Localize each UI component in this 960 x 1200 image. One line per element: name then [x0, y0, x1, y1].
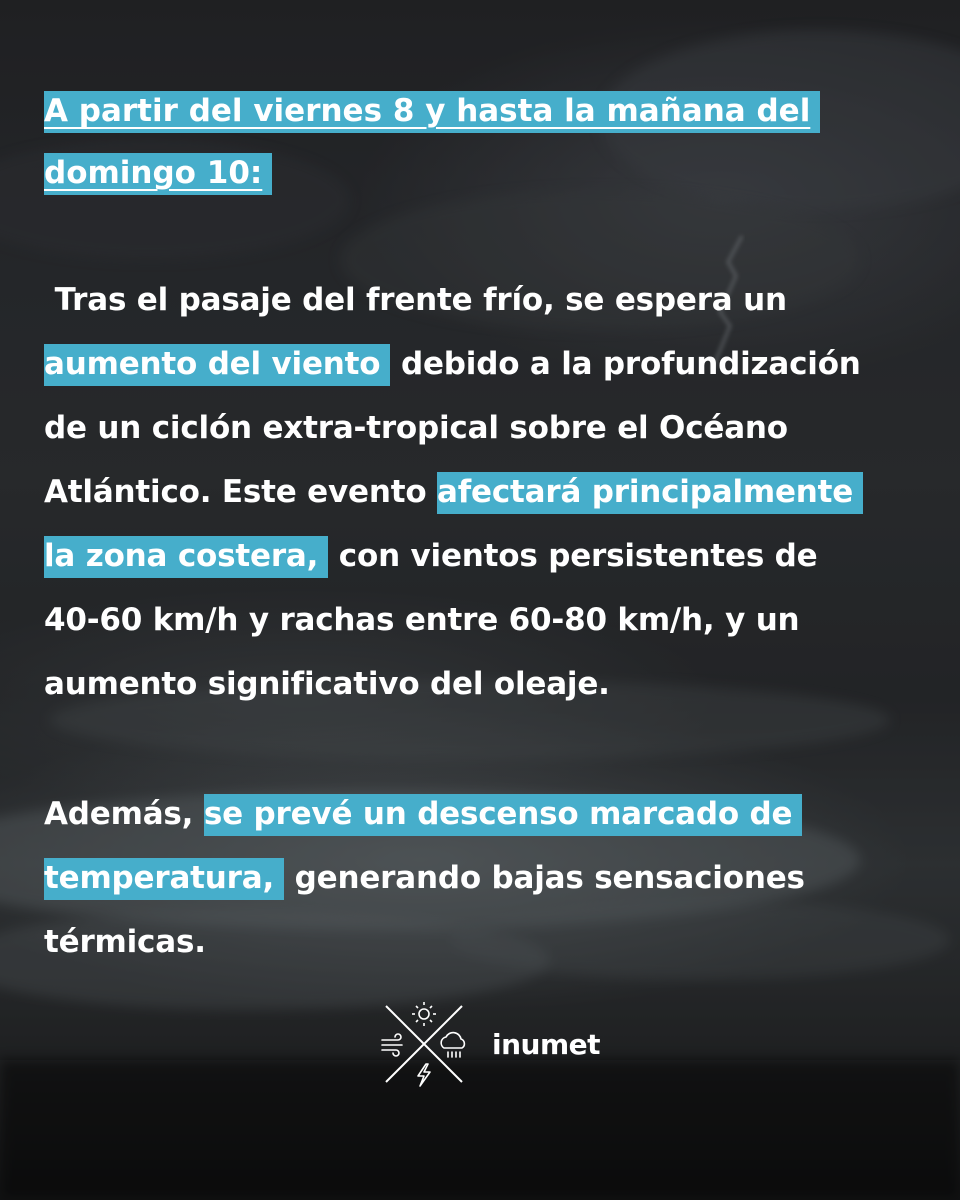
rain-cloud-icon	[441, 1033, 464, 1057]
p1-line-3: de un ciclón extra-tropical sobre el Océano	[44, 410, 788, 446]
p1-line-4-pre: Atlántico. Este evento	[44, 474, 438, 510]
wind-icon	[382, 1034, 402, 1056]
paragraph-temperature	[44, 782, 924, 974]
paragraph-wind-forecast	[44, 268, 924, 716]
heading-line-1: A partir del viernes 8 y hasta la mañana del	[44, 91, 820, 133]
p1-line-6: 40-60 km/h y rachas entre 60-80 km/h, y un	[44, 602, 800, 638]
p1-line-1: Tras el pasaje del frente frío, se espera un	[44, 282, 787, 318]
inumet-logo	[376, 996, 600, 1092]
sun-icon	[412, 1002, 436, 1026]
p2-line-3: térmicas.	[44, 924, 206, 960]
inumet-emblem	[376, 996, 472, 1092]
highlight-wind-increase: aumento del viento	[44, 344, 390, 386]
p2-line-2-rest: generando bajas sensaciones	[284, 860, 805, 896]
p1-line-2-rest: debido a la profundización	[390, 346, 861, 382]
highlight-temperature-drop: se prevé un descenso marcado de	[204, 794, 803, 836]
highlight-affects-mainly: afectará principalmente	[437, 472, 863, 514]
p1-line-5-rest: con vientos persistentes de	[328, 538, 818, 574]
highlight-temperature: temperatura,	[44, 858, 284, 900]
brand-name: inumet	[492, 1027, 601, 1061]
highlight-coastal-zone: la zona costera,	[44, 536, 328, 578]
p2-line-1-pre: Además,	[44, 796, 204, 832]
heading-line-2: domingo 10:	[44, 153, 272, 195]
alert-heading	[44, 80, 904, 204]
lightning-icon	[418, 1064, 430, 1086]
p1-line-7: aumento significativo del oleaje.	[44, 666, 610, 702]
